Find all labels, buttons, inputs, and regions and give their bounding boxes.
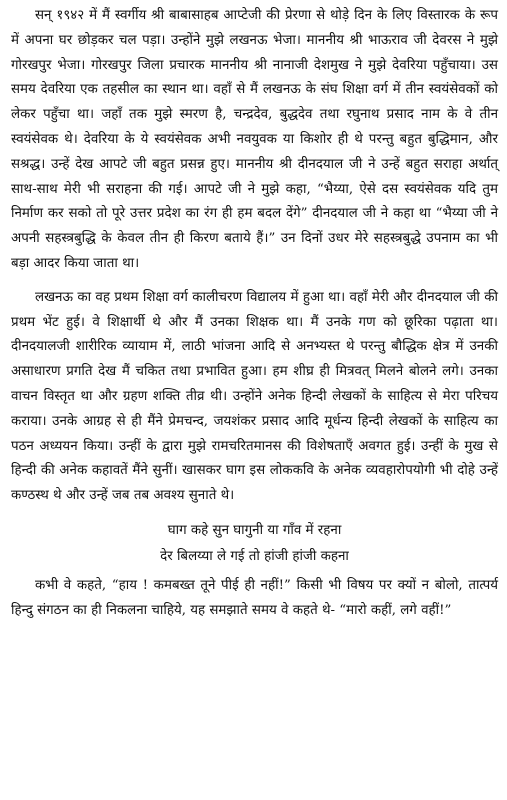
couplet	[11, 518, 498, 570]
paragraph-2: लखनऊ का वह प्रथम शिक्षा वर्ग कालीचरण विद्यालय में हुआ था। वहाँ मेरी और दीनदयाल जी की प्रथम भेंट हुई। वे शिक्षार्थी थे और मैं उनका शिक्षक था। मैं उनके गण को छूरिका पढ़ाता था। दीनदयालजी शारीरिक व्यायाम में, लाठी भांजना आदि से अनभ्यस्त थे परन्तु बौद्धिक क्षेत्र में उनकी असाधारण प्रगति देख मैं चकित तथा प्रभावित हुआ। हम शीघ्र ही मित्रवत् मिलने बोलने लगे। उनका वाचन विस्तृत था और ग्रहण शक्ति तीव्र थी। उन्होंने अनेक हिन्दी लेखकों के साहित्य से मेरा परिचय कराया। उनके आग्रह से ही मैंने प्रेमचन्द, जयशंकर प्रसाद आदि मूर्धन्य हिन्दी लेखकों के साहित्य का पठन अध्ययन किया। उन्हीं के द्वारा मुझे रामचरितमानस की विशेषताएँ अवगत हुई। उन्हीं के मुख से हिन्दी की अनेक कहावतें मैंने सुनीं। खासकर घाग इस लोककवि के अनेक व्यवहारोपयोगी भी दोहे उन्हें कण्ठस्थ थे और उन्हें जब तब अवश्य सुनाते थे।	[11, 289, 498, 504]
closing-paragraph: कभी वे कहते, “हाय ! कमबख्त तूने पीई ही नहीं!” किसी भी विषय पर क्यों न बोलो, तात्पर्य हिन्दु संगठन का ही निकलना चाहिये, यह समझाते समय वे कहते थे- “मारो कहीं, लगे वहीं!”	[11, 577, 498, 618]
couplet-line-1: घाग कहे सुन घागुनी या गाँव में रहना	[167, 522, 342, 538]
couplet-line-2: देर बिलय्या ले गई तो हांजी हांजी कहना	[160, 548, 349, 564]
paragraph-1: सन् १९४२ में मैं स्वर्गीय श्री बाबासाहब आप्टेजी की प्रेरणा से थोड़े दिन के लिए विस्तारक के रूप में अपना घर छोड़कर चल पड़ा। उन्होंने मुझे लखनऊ भेजा। माननीय श्री भाऊराव जी देवरस ने मुझे गोरखपुर भेजा। गोरखपुर जिला प्रचारक माननीय श्री नानाजी देशमुख ने मुझे देवरिया पहुँचाया। उस समय देवरिया एक तहसील का स्थान था। वहाँ से मैं लखनऊ के संघ शिक्षा वर्ग में तीन स्वयंसेवकों को लेकर पहुँचा था। जहाँ तक मुझे स्मरण है, चन्द्रदेव, बुद्धदेव तथा रघुनाथ प्रसाद नाम के वे तीन स्वयंसेवक थे। देवरिया के ये स्वयंसेवक अभी नवयुवक या किशोर ही थे परन्तु बहुत बुद्धिमान, और सश्रद्ध। उन्हें देख आपटे जी बहुत प्रसन्न हुए। माननीय श्री दीनदयाल जी ने उन्हें बहुत सराहा अर्थात् साथ-साथ मेरी भी सराहना की गई। आपटे जी ने मुझे कहा, “भैय्या, ऐसे दस स्वयंसेवक यदि तुम निर्माण कर सको तो पूरे उत्तर प्रदेश का रंग ही हम बदल देंगे” दीनदयाल जी ने कहा था “भैय्या जी ने अपनी सहस्त्रबुद्धि के केवल तीन ही किरण बताये हैं।” उन दिनों उधर मेरे सहस्त्रबुद्धे उपनाम का भी बड़ा आदर किया जाता था।	[11, 8, 498, 271]
